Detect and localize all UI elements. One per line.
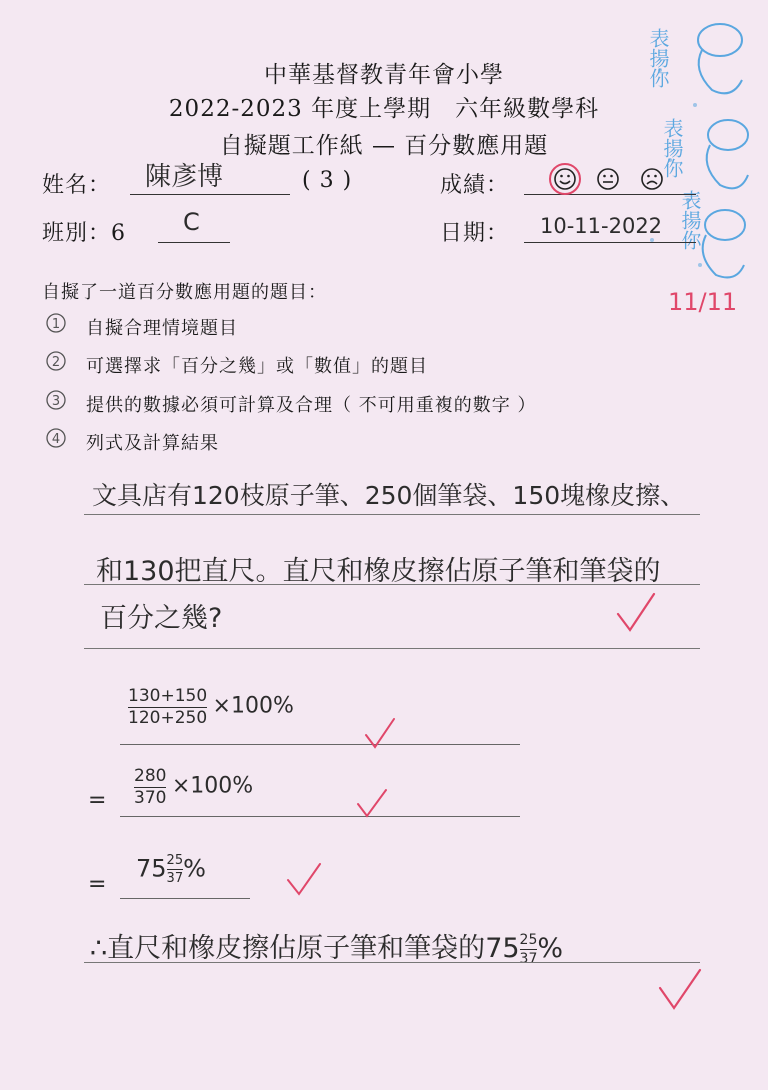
instruction-item-2: 可選擇求「百分之幾」或「數值」的題目: [86, 356, 428, 377]
class-value: C: [183, 208, 200, 236]
answer-rule-2: [84, 584, 700, 585]
conclusion-numerator: 25: [519, 932, 538, 948]
step3-underline: [120, 898, 250, 899]
class-underline: [158, 242, 230, 243]
answer-rule-3: [84, 648, 700, 649]
conclusion-text: ∴直尺和橡皮擦佔原子筆和筆袋的: [90, 933, 486, 964]
date-underline: [524, 242, 696, 243]
instruction-item-4: 列式及計算結果: [86, 433, 219, 454]
name-label: 姓名：: [42, 173, 112, 198]
instruction-item-3: 提供的數據必須可計算及合理（ 不可用重複的數字 ）: [86, 395, 537, 416]
date-label: 日期：: [440, 221, 510, 246]
sad-face-icon: [642, 169, 662, 189]
svg-text:2: 2: [51, 355, 61, 370]
question-line-2: 和130把直尺。直尺和橡皮擦佔原子筆和筆袋的: [96, 556, 661, 587]
step3-result: [136, 854, 206, 885]
conclusion-whole: 75: [485, 933, 520, 964]
grade-label: 成績：: [440, 173, 510, 198]
step3-unit: %: [183, 854, 206, 883]
conclusion: [90, 926, 563, 966]
step3-denominator: 37: [166, 871, 184, 886]
check-mark-icon: [354, 786, 390, 822]
instructions-intro: 自擬了一道百分數應用題的題目：: [42, 282, 327, 303]
number-2-icon: [44, 349, 68, 373]
svg-text:3: 3: [51, 394, 61, 409]
step3-whole: 75: [136, 854, 167, 883]
class-number: ( 3 ): [302, 168, 353, 193]
step1-expression: [128, 688, 294, 727]
praise-stamp: [640, 10, 750, 280]
question-line-1: 文具店有120枝原子筆、250個筆袋、150塊橡皮擦、: [92, 481, 686, 510]
stamp-text-1: 表揚你: [646, 28, 670, 88]
conclusion-denominator: 37: [519, 951, 538, 967]
check-mark-icon: [612, 590, 658, 636]
check-mark-icon: [284, 860, 324, 900]
step1-multiplier: ×100%: [212, 693, 294, 719]
conclusion-unit: %: [537, 933, 564, 964]
step2-denominator: 370: [134, 788, 167, 808]
step2-multiplier: ×100%: [171, 773, 254, 799]
step1-numerator: 130+150: [128, 686, 208, 706]
question-line-3: 百分之幾?: [100, 603, 223, 634]
check-mark-icon: [654, 964, 704, 1014]
number-3-icon: [44, 388, 68, 412]
school-name: 中華基督教青年會小學: [264, 62, 504, 88]
date-value: 10-11-2022: [540, 214, 663, 238]
class-label: 班別：6: [42, 221, 126, 246]
teacher-score: 11/11: [668, 288, 738, 316]
check-mark-icon: [362, 715, 398, 751]
step2-expression: [134, 768, 253, 807]
step2-numerator: 280: [134, 766, 167, 786]
step2-underline: [120, 816, 520, 817]
grade-faces: [548, 162, 678, 200]
step1-underline: [120, 744, 520, 745]
neutral-face-icon: [598, 169, 618, 189]
svg-text:4: 4: [51, 432, 61, 447]
smile-face-icon: [555, 169, 575, 189]
name-value: 陳彥博: [145, 162, 224, 192]
step3-numerator: 25: [166, 853, 184, 868]
term-subject: 2022-2023 年度上學期 六年級數學科: [168, 96, 600, 122]
answer-rule-4: [84, 962, 700, 963]
number-4-icon: [44, 426, 68, 450]
number-1-icon: [44, 311, 68, 335]
instruction-item-1: 自擬合理情境題目: [86, 318, 238, 339]
name-underline: [130, 194, 290, 195]
stamp-text-2: 表揚你: [660, 118, 684, 178]
step3-equals: =: [88, 872, 107, 897]
answer-rule-1: [84, 514, 700, 515]
worksheet-title: 自擬題工作紙 — 百分數應用題: [219, 133, 549, 159]
stamp-text-3: 表揚你: [678, 190, 702, 250]
step2-equals: =: [88, 788, 107, 813]
svg-text:1: 1: [51, 317, 61, 332]
step1-denominator: 120+250: [128, 708, 208, 728]
